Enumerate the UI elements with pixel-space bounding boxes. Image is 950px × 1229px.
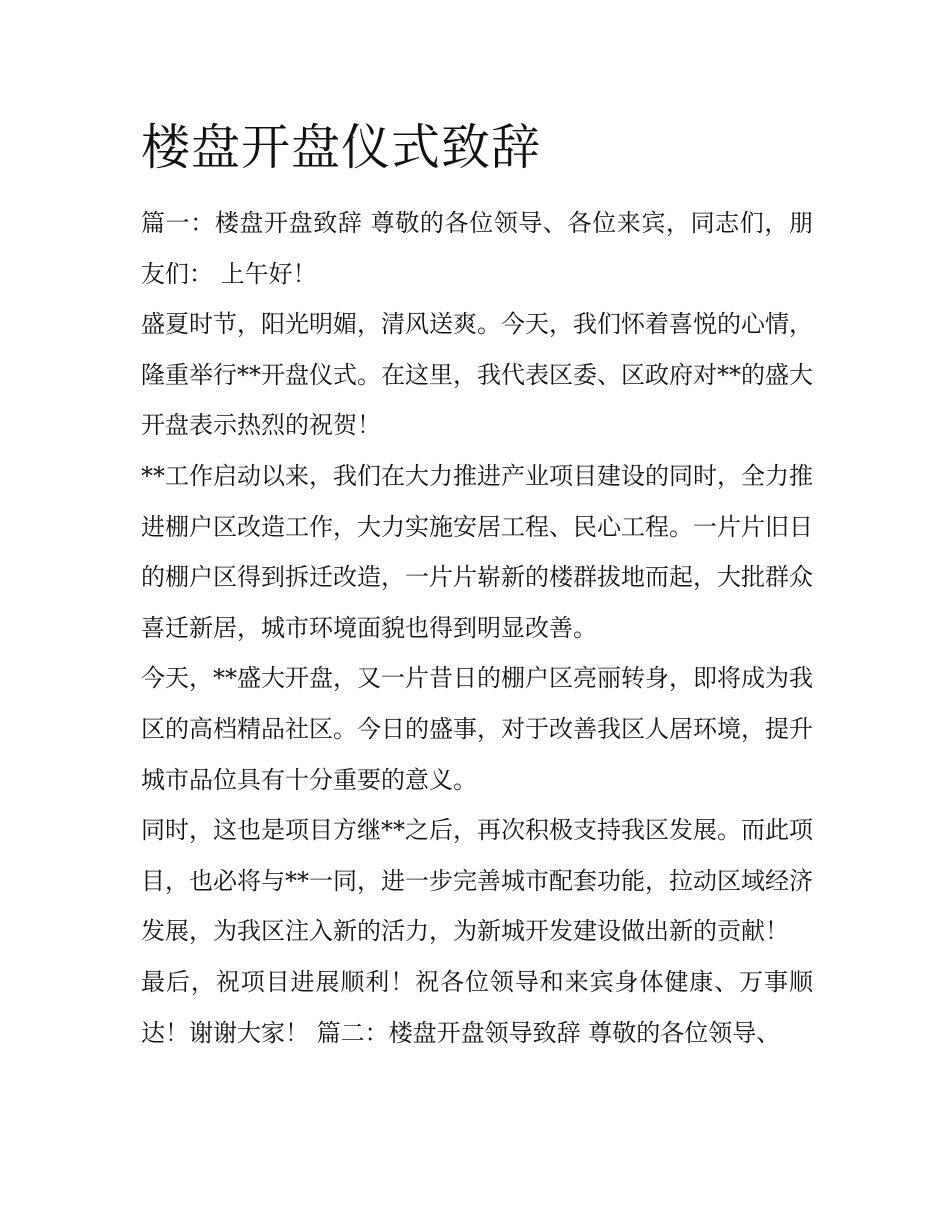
paragraph-greeting: 篇一：楼盘开盘致辞 尊敬的各位领导、各位来宾，同志们，朋友们： 上午好！ <box>141 209 813 288</box>
paragraph-congratulation: 盛夏时节，阳光明媚，清风送爽。今天，我们怀着喜悦的心情，隆重举行**开盘仪式。在这里，我代表区委、区政府对**的盛大开盘表示热烈的祝贺！ <box>141 310 813 440</box>
paragraph-opening: 今天，**盛大开盘，又一片昔日的棚户区亮丽转身，即将成为我区的高档精品社区。今日的盛事，对于改善我区人居环境，提升城市品位具有十分重要的意义。 <box>141 664 813 794</box>
document-title: 楼盘开盘仪式致辞 <box>141 119 542 176</box>
paragraph-closing: 最后，祝项目进展顺利！祝各位领导和来宾身体健康、万事顺达！谢谢大家！ 篇二：楼盘开盘领导致辞 尊敬的各位领导、 <box>141 967 813 1047</box>
paragraph-renovation: **工作启动以来，我们在大力推进产业项目建设的同时，全力推进棚户区改造工作，大力实施安居工程、民心工程。一片片旧日的棚户区得到拆迁改造，一片片崭新的楼群拔地而起，大批群众喜迁新居，城市环境面貌也得到明显改善。 <box>141 461 813 642</box>
document-body <box>141 198 813 1058</box>
paragraph-support: 同时，这也是项目方继**之后，再次积极支持我区发展。而此项目，也必将与**一同，进一步完善城市配套功能，拉动区域经济发展，为我区注入新的活力，为新城开发建设做出新的贡献！ <box>141 816 813 946</box>
document-content <box>141 112 813 1058</box>
